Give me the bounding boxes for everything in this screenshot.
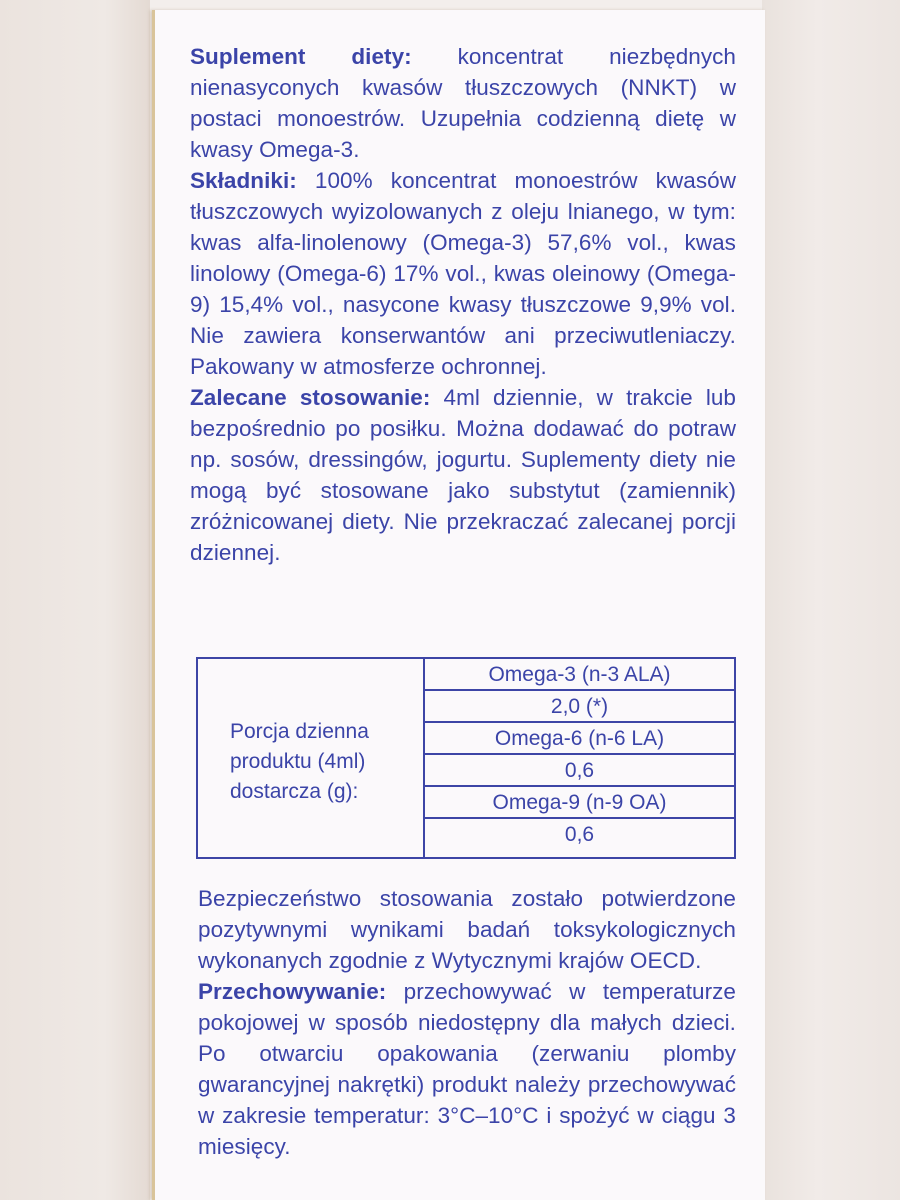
bottom-text-block xyxy=(198,883,736,1162)
section-text: przechowywać w temperaturze pokojowej w sposób niedostępny dla małych dzieci. Po otwarciu opakowania (zerwaniu plomby gwarancyjnej nakrętki) produkt należy przechowywać w zakresie temperatur: 3°C–10°C i spożyć w ciągu 3 miesięcy. xyxy=(198,979,736,1159)
section-storage xyxy=(198,976,736,1162)
section-label: Suplement diety: xyxy=(190,44,412,69)
table-right-column xyxy=(425,659,734,857)
table-row: 2,0 (*) xyxy=(425,691,734,723)
background-left xyxy=(0,0,150,1200)
section-supplement xyxy=(190,41,736,165)
table-row: Omega-9 (n-9 OA) xyxy=(425,787,734,819)
section-text: koncentrat niezbędnych nienasyconych kwasów tłuszczowych (NNKT) w postaci monoestrów. Uzupełnia codzienną dietę w kwasy Omega-3. xyxy=(190,44,736,162)
section-label: Zalecane stosowanie: xyxy=(190,385,431,410)
top-text-block xyxy=(190,41,736,568)
section-text: Bezpieczeństwo stosowania zostało potwierdzone pozytywnymi wynikami badań toksykologicznych wykonanych zgodnie z Wytycznymi krajów OECD. xyxy=(198,886,736,973)
section-text: 4ml dziennie, w trakcie lub bezpośrednio po posiłku. Można dodawać do potraw np. sosów, dressingów, jogurtu. Suplementy diety nie mogą być stosowane jako substytut (zamiennik) zróżnicowanej diety. Nie przekraczać zalecanej porcji dziennej. xyxy=(190,385,736,565)
section-recommended-use xyxy=(190,382,736,568)
section-safety xyxy=(198,883,736,976)
table-left-label: Porcja dzienna produktu (4ml) dostarcza (g): xyxy=(230,720,369,803)
section-label: Przechowywanie: xyxy=(198,979,387,1004)
section-text: 100% koncentrat monoestrów kwasów tłuszczowych wyizolowanych z oleju lnianego, w tym: kwas alfa-linolenowy (Omega-3) 57,6% vol., kwas linolowy (Omega-6) 17% vol., kwas oleinowy (Omega-9) 15,4% vol., nasycone kwasy tłuszczowe 9,9% vol. Nie zawiera konserwantów ani przeciwutleniaczy. Pakowany w atmosferze ochronnej. xyxy=(190,168,736,379)
table-row: Omega-3 (n-3 ALA) xyxy=(425,659,734,691)
background-right xyxy=(762,0,900,1200)
section-ingredients xyxy=(190,165,736,382)
nutrition-table xyxy=(196,657,736,859)
table-row: 0,6 xyxy=(564,823,595,846)
section-label: Składniki: xyxy=(190,168,297,193)
table-row: Omega-6 (n-6 LA) xyxy=(425,723,734,755)
table-left-cell xyxy=(198,659,425,857)
table-row: 0,6 xyxy=(425,755,734,787)
